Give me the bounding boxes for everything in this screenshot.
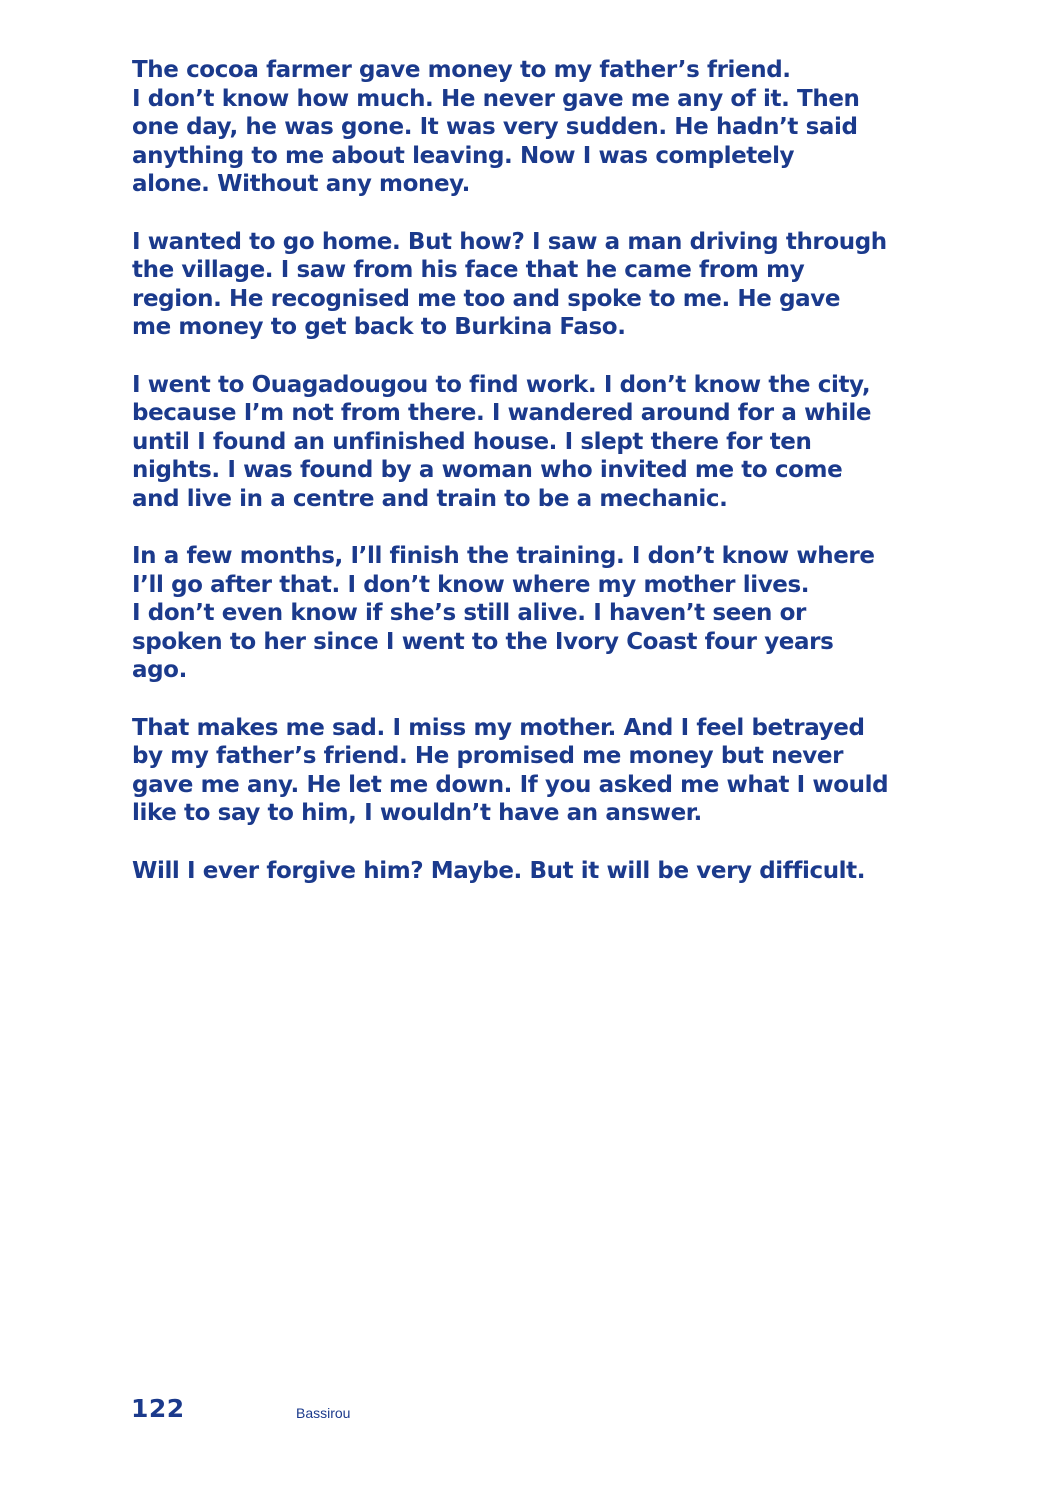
text-line: because I’m not from there. I wandered around for a while [132, 400, 872, 427]
paragraph [132, 714, 889, 828]
text-line: gave me any. He let me down. If you asked me what I would [132, 771, 889, 798]
text-line: like to say to him, I wouldn’t have an answer. [132, 800, 702, 827]
paragraph [132, 542, 875, 685]
text-line: the village. I saw from his face that he came from my [132, 257, 805, 284]
text-line: nights. I was found by a woman who invited me to come [132, 457, 843, 484]
text-line: I wanted to go home. But how? I saw a man driving through [132, 228, 887, 255]
text-line: I don’t know how much. He never gave me any of it. Then [132, 85, 860, 112]
text-line: I’ll go after that. I don’t know where my mother lives. [132, 571, 810, 598]
page-number: 122 [131, 1394, 185, 1423]
text-line: ago. [132, 657, 187, 684]
text-line: me money to get back to Burkina Faso. [132, 314, 626, 341]
text-line: until I found an unfinished house. I slept there for ten [132, 428, 812, 455]
paragraph [132, 56, 872, 199]
text-line: Will I ever forgive him? Maybe. But it will be very difficult. [132, 857, 866, 884]
text-line: That makes me sad. I miss my mother. And I feel betrayed [132, 714, 865, 741]
paragraph [132, 371, 872, 514]
body-text [132, 56, 889, 914]
text-line: In a few months, I’ll finish the training. I don’t know where [132, 543, 875, 570]
text-line: alone. Without any money. [132, 171, 470, 198]
paragraph [132, 857, 872, 886]
text-line: one day, he was gone. It was very sudden. He hadn’t said [132, 114, 858, 141]
text-line: by my father’s friend. He promised me money but never [132, 743, 844, 770]
paragraph [132, 228, 887, 342]
running-footer-name: Bassirou [296, 1405, 351, 1421]
text-line: region. He recognised me too and spoke to me. He gave [132, 285, 841, 312]
text-line: I don’t even know if she’s still alive. I haven’t seen or [132, 600, 806, 627]
text-line: spoken to her since I went to the Ivory Coast four years [132, 628, 834, 655]
text-line: and live in a centre and train to be a mechanic. [132, 485, 728, 512]
text-line: anything to me about leaving. Now I was completely [132, 142, 795, 169]
text-line: The cocoa farmer gave money to my father’s friend. [132, 57, 791, 83]
text-line: I went to Ouagadougou to find work. I don’t know the city, [132, 371, 871, 398]
